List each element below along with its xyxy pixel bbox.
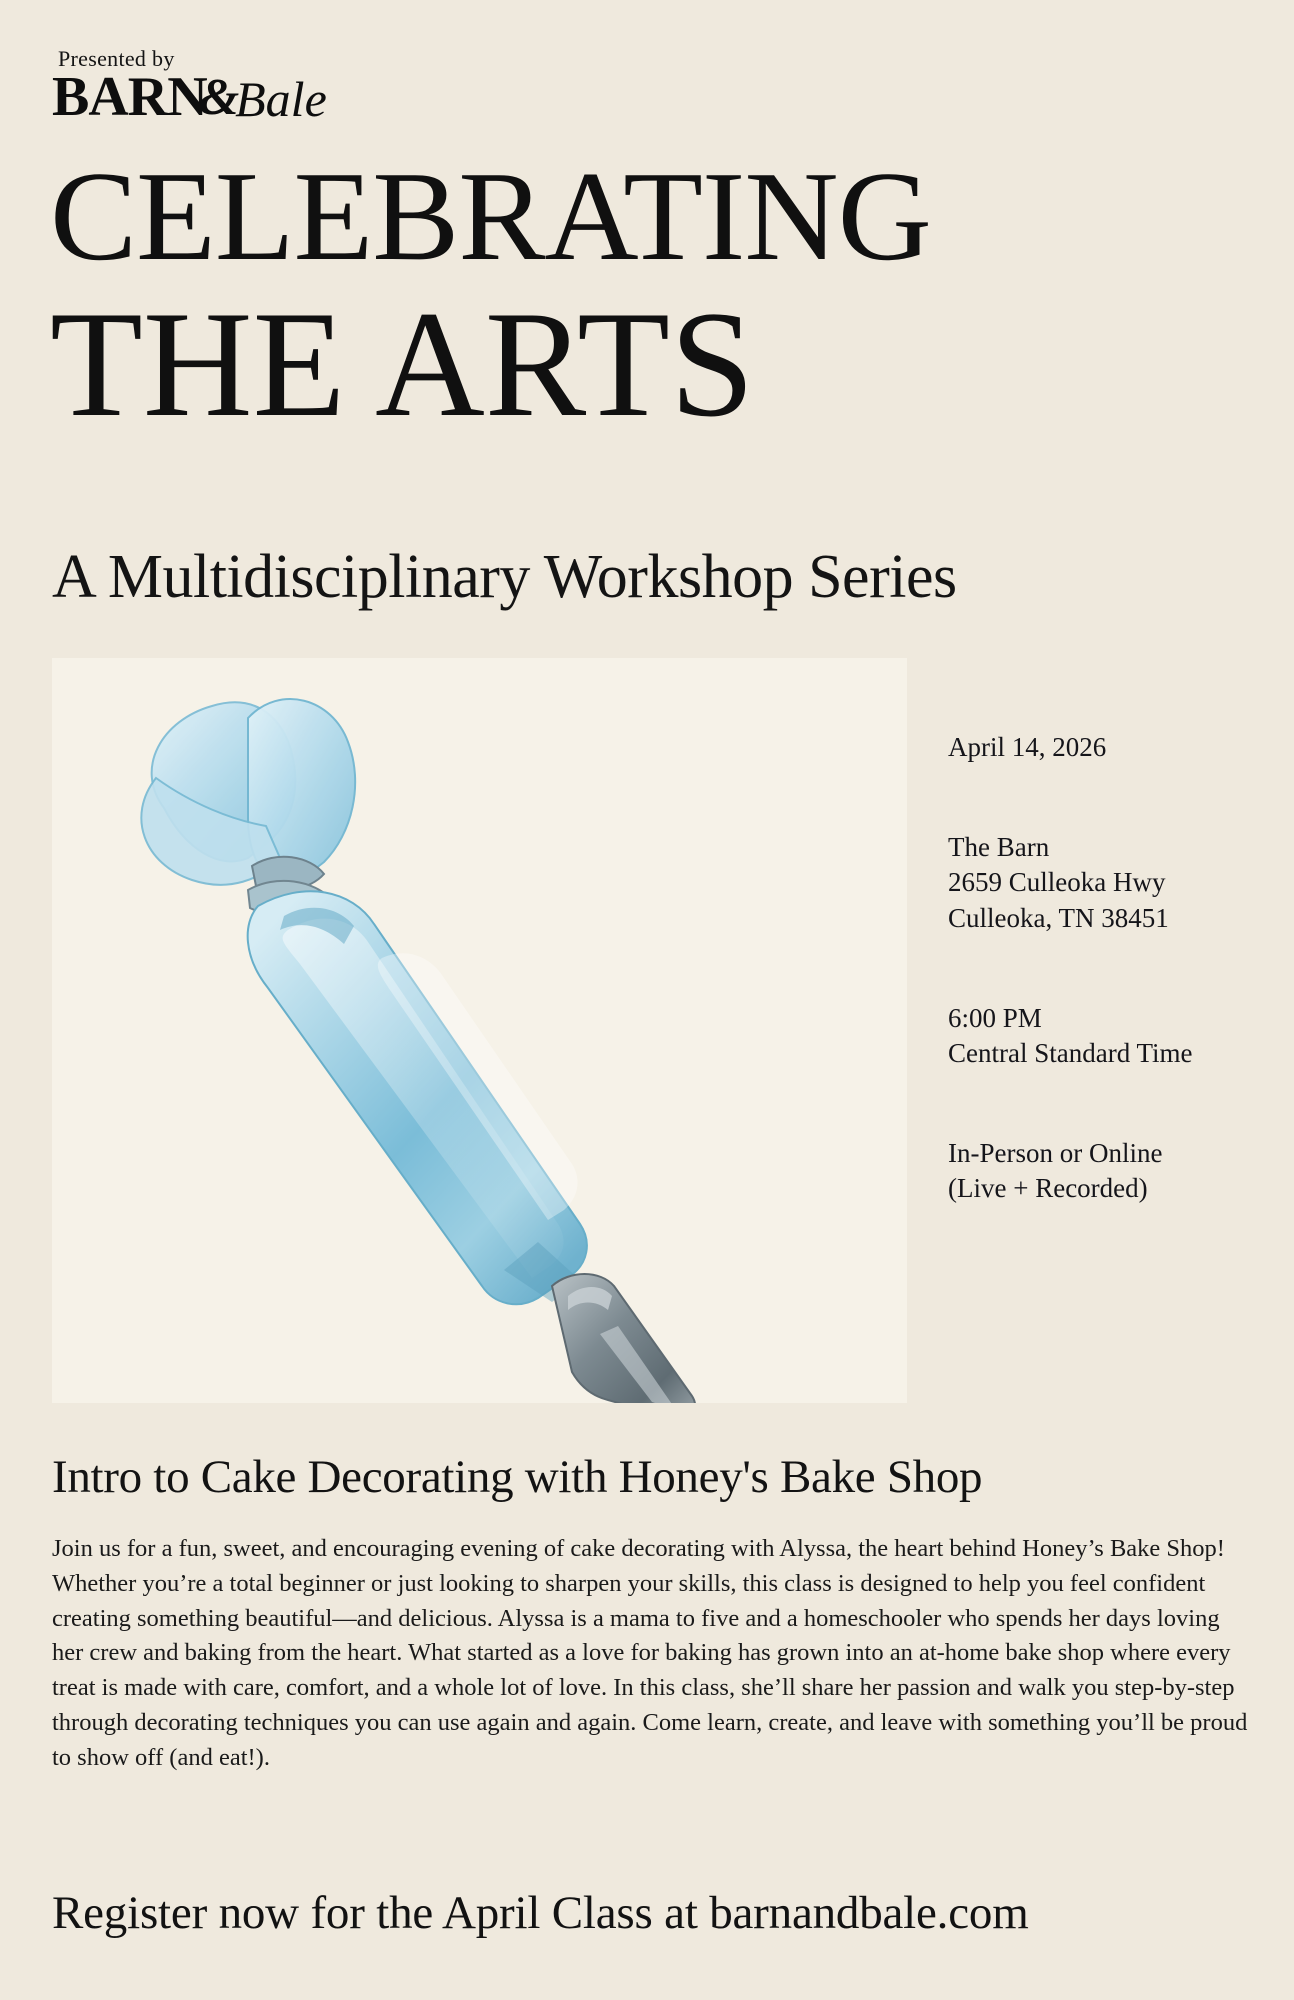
event-date: April 14, 2026 [948,732,1107,762]
event-format-note: (Live + Recorded) [948,1173,1148,1204]
event-timezone: Central Standard Time [948,1038,1193,1069]
artwork-panel [52,658,907,1403]
event-time: 6:00 PM [948,1002,1042,1033]
event-venue-block [948,830,1258,937]
venue-city: Culleoka, TN 38451 [948,902,1169,933]
event-details [948,730,1258,1207]
event-format: In-Person or Online [948,1137,1163,1168]
workshop-title: Intro to Cake Decorating with Honey's Bake Shop [52,1451,983,1503]
workshop-description: Join us for a fun, sweet, and encouraging evening of cake decorating with Alyssa, the heart behind Honey’s Bake Shop! Whether you’re a total beginner or just looking to sharpen your skills, this class is designed to help you feel confident creating something beautiful—and delicious. Alyssa is a mama to five and a homeschooler who spends her days loving her crew and baking from the heart. What started as a love for baking has grown into an at-home bake shop where every treat is made with care, comfort, and a whole lot of love. In this class, she’ll share her passion and walk you step-by-step through decorating techniques you can use again and again. Come learn, create, and leave with something you’ll be proud to show off (and eat!). [52,1535,1248,1771]
brand-wordmark-barn: BARN [52,66,207,128]
piping-bag-illustration [52,658,907,1403]
venue-street: 2659 Culleoka Hwy [948,867,1166,898]
event-format-block [948,1136,1258,1207]
brand-wordmark-ampersand: & [198,68,240,126]
register-cta[interactable]: Register now for the April Class at barnandbale.com [52,1887,1029,1939]
brand-logo [52,46,372,128]
poster-title-line-1: CELEBRATING [50,145,931,287]
presented-by-label: Presented by [58,46,175,71]
venue-name: The Barn [948,831,1050,862]
event-time-block [948,1001,1258,1072]
brand-wordmark-bale: Bale [235,70,327,127]
poster-title-line-2: THE ARTS [50,280,755,448]
event-date-block [948,730,1258,766]
brand-wordmark [52,66,372,128]
poster-subtitle: A Multidisciplinary Workshop Series [52,543,957,611]
